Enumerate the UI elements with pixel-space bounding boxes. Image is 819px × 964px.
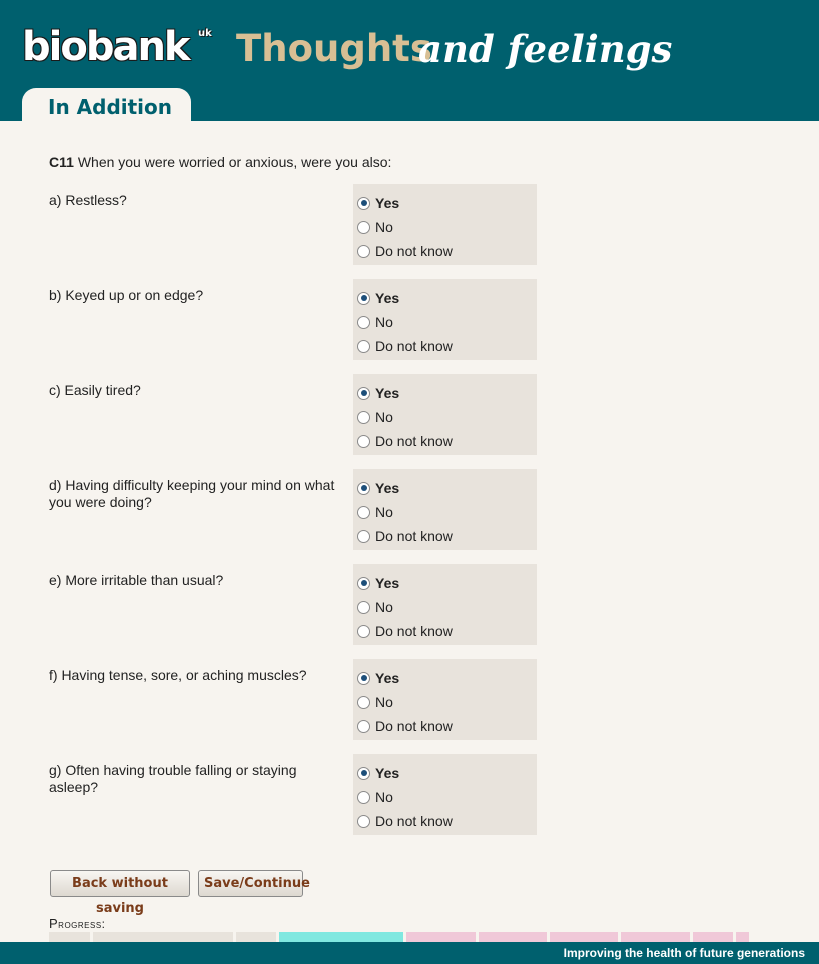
answer-option-yes[interactable] [357, 286, 537, 310]
answer-option-label: No [375, 599, 393, 615]
answer-option-yes[interactable] [357, 191, 537, 215]
progress-segment [621, 932, 690, 942]
answer-option-do-not-know[interactable] [357, 334, 537, 358]
radio-button[interactable] [357, 720, 370, 733]
radio-button[interactable] [357, 601, 370, 614]
question-item-label: e) More irritable than usual? [49, 572, 224, 588]
answer-option-yes[interactable] [357, 666, 537, 690]
footer-tagline: Improving the health of future generations [0, 942, 819, 964]
radio-button[interactable] [357, 625, 370, 638]
answer-option-no[interactable] [357, 500, 537, 524]
progress-segment [236, 932, 276, 942]
answer-options-group [353, 279, 537, 360]
biobank-logo: biobank [22, 24, 189, 70]
answer-option-label: Yes [375, 290, 400, 306]
answer-option-label: No [375, 694, 393, 710]
answer-option-yes[interactable] [357, 381, 537, 405]
answer-option-label: Yes [375, 765, 400, 781]
answer-options-group [353, 184, 537, 265]
radio-button[interactable] [357, 197, 370, 210]
answer-options-group [353, 754, 537, 835]
answer-option-label: No [375, 789, 393, 805]
radio-button[interactable] [357, 767, 370, 780]
progress-label: Progress: [49, 916, 106, 931]
question-code: C11 [49, 154, 74, 170]
page-title-part1: Thoughts [236, 27, 432, 70]
answer-option-label: No [375, 409, 393, 425]
answer-option-label: Do not know [375, 338, 453, 354]
question-intro [49, 154, 391, 170]
radio-button[interactable] [357, 506, 370, 519]
question-item-label: c) Easily tired? [49, 382, 141, 398]
answer-option-label: Yes [375, 195, 400, 211]
answer-option-label: Do not know [375, 528, 453, 544]
progress-segment [406, 932, 476, 942]
answer-option-do-not-know[interactable] [357, 714, 537, 738]
radio-button[interactable] [357, 292, 370, 305]
radio-button[interactable] [357, 221, 370, 234]
answer-option-yes[interactable] [357, 476, 537, 500]
answer-option-no[interactable] [357, 405, 537, 429]
radio-button[interactable] [357, 435, 370, 448]
back-without-saving-button[interactable]: Back without saving [50, 870, 190, 897]
answer-option-label: Do not know [375, 813, 453, 829]
answer-option-label: Do not know [375, 718, 453, 734]
answer-option-label: No [375, 504, 393, 520]
progress-segment [479, 932, 547, 942]
page-header [0, 0, 819, 121]
radio-button[interactable] [357, 696, 370, 709]
section-tab: In Addition [22, 88, 191, 121]
answer-option-yes[interactable] [357, 761, 537, 785]
page-title-part2: and feelings [418, 27, 673, 71]
question-item-label: f) Having tense, sore, or aching muscles? [49, 667, 307, 683]
radio-button[interactable] [357, 530, 370, 543]
answer-option-do-not-know[interactable] [357, 809, 537, 833]
answer-options-group [353, 469, 537, 550]
answer-option-label: Do not know [375, 243, 453, 259]
answer-options-group [353, 374, 537, 455]
answer-option-label: No [375, 314, 393, 330]
answer-option-label: Yes [375, 480, 400, 496]
answer-option-label: Yes [375, 670, 400, 686]
question-item-label: d) Having difficulty keeping your mind on what you were doing? [49, 477, 335, 510]
answer-option-yes[interactable] [357, 571, 537, 595]
progress-segment-current [279, 932, 403, 942]
radio-button[interactable] [357, 245, 370, 258]
radio-button[interactable] [357, 577, 370, 590]
progress-segment [49, 932, 90, 942]
answer-options-group [353, 659, 537, 740]
progress-segment [93, 932, 233, 942]
progress-segment [550, 932, 618, 942]
answer-option-no[interactable] [357, 595, 537, 619]
answer-option-label: Yes [375, 385, 400, 401]
answer-option-do-not-know[interactable] [357, 239, 537, 263]
progress-segment [693, 932, 733, 942]
radio-button[interactable] [357, 387, 370, 400]
biobank-logo-suffix: uk [198, 28, 212, 39]
answer-option-do-not-know[interactable] [357, 429, 537, 453]
answer-option-do-not-know[interactable] [357, 619, 537, 643]
answer-options-group [353, 564, 537, 645]
save-continue-button[interactable]: Save/Continue [198, 870, 303, 897]
answer-option-no[interactable] [357, 690, 537, 714]
answer-option-label: Yes [375, 575, 400, 591]
question-item-label: a) Restless? [49, 192, 127, 208]
radio-button[interactable] [357, 340, 370, 353]
question-item-label: b) Keyed up or on edge? [49, 287, 204, 303]
answer-option-no[interactable] [357, 310, 537, 334]
answer-option-label: No [375, 219, 393, 235]
answer-option-do-not-know[interactable] [357, 524, 537, 548]
radio-button[interactable] [357, 672, 370, 685]
radio-button[interactable] [357, 791, 370, 804]
question-item-label: g) Often having trouble falling or staying asleep? [49, 762, 297, 795]
answer-option-no[interactable] [357, 215, 537, 239]
answer-option-label: Do not know [375, 623, 453, 639]
radio-button[interactable] [357, 482, 370, 495]
question-text: When you were worried or anxious, were you also: [77, 154, 392, 170]
radio-button[interactable] [357, 815, 370, 828]
answer-option-no[interactable] [357, 785, 537, 809]
radio-button[interactable] [357, 316, 370, 329]
progress-segment [736, 932, 749, 942]
radio-button[interactable] [357, 411, 370, 424]
answer-option-label: Do not know [375, 433, 453, 449]
